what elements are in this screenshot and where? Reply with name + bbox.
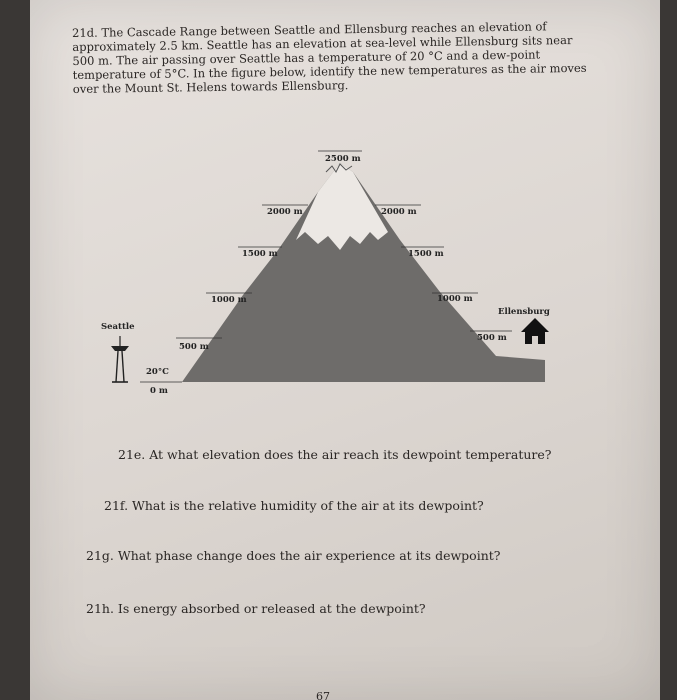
peak-label: 2500 m bbox=[325, 154, 361, 164]
question-21h: 21h. Is energy absorbed or released at the dewpoint? bbox=[86, 601, 426, 616]
seattle-label: Seattle bbox=[101, 322, 135, 332]
question-21e: 21e. At what elevation does the air reach its dewpoint temperature? bbox=[118, 447, 552, 462]
right-2000-label: 2000 m bbox=[381, 207, 417, 217]
start-elevation-label: 0 m bbox=[150, 386, 168, 396]
question-21f: 21f. What is the relative humidity of the air at its dewpoint? bbox=[104, 498, 484, 513]
page-number: 67 bbox=[316, 690, 330, 700]
right-500-label: 500 m bbox=[477, 333, 507, 343]
right-1500-label: 1500 m bbox=[408, 249, 444, 259]
question-21g: 21g. What phase change does the air experience at its dewpoint? bbox=[86, 548, 501, 563]
start-temperature-label: 20°C bbox=[146, 367, 169, 377]
ellensburg-label: Ellensburg bbox=[498, 307, 550, 317]
left-1500-label: 1500 m bbox=[242, 249, 278, 259]
left-500-label: 500 m bbox=[179, 342, 209, 352]
left-1000-label: 1000 m bbox=[211, 295, 247, 305]
right-1000-label: 1000 m bbox=[437, 294, 473, 304]
house-icon bbox=[521, 318, 549, 344]
left-2000-label: 2000 m bbox=[267, 207, 303, 217]
space-needle-icon bbox=[111, 336, 129, 382]
question-21d-text: 21d. The Cascade Range between Seattle and Ellensburg reaches an elevation of approximately 2.5 km. Seattle has an elevation at sea-level while Ellensburg sits near 500 m. The air passing over Seattle has a temperature of 20 °C and a dew-point temperature of 5°C. In the figure below, identify the new temperatures as the air moves over the Mount St. Helens towards Ellensburg. bbox=[72, 19, 587, 96]
